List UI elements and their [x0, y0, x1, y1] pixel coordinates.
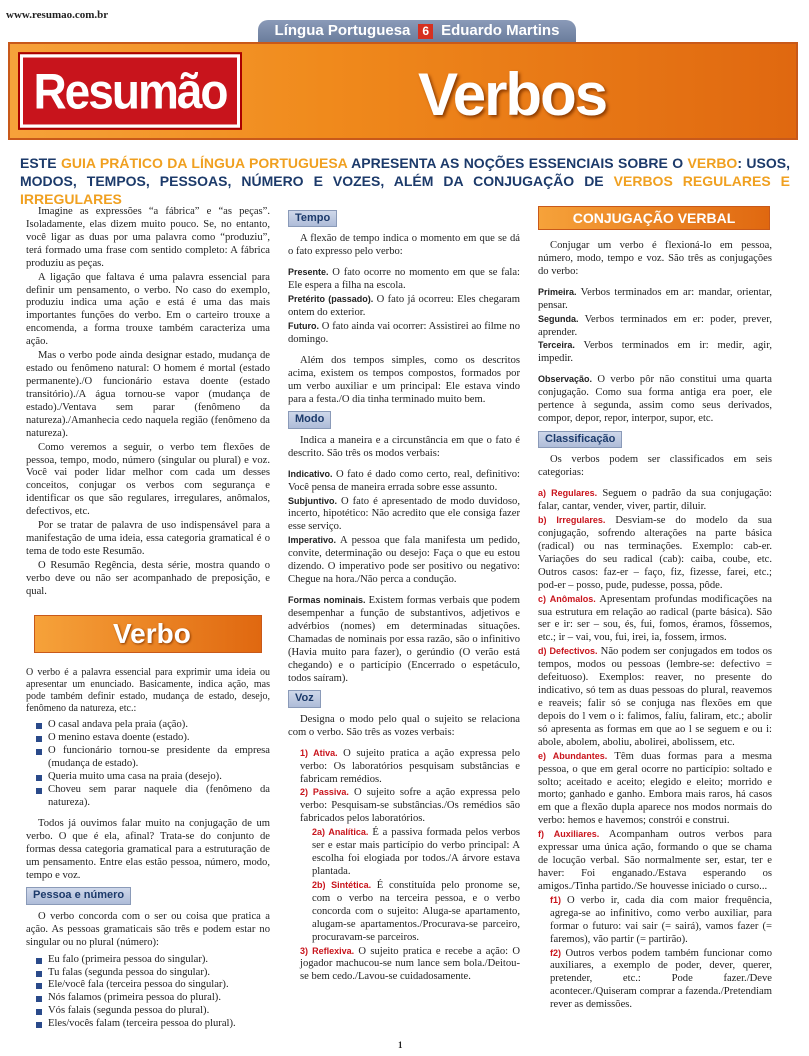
- paragraph: Imagine as expressões “a fábrica” e “as peças”. Isoladamente, elas dizem muito pouco. Se, no entanto, você ligar as duas por uma palavra como “produziu”, terá formado uma frase com sentido completo: A fábrica produziu as peças.: [26, 206, 270, 269]
- column-2: [288, 206, 520, 985]
- definition: a) Regulares. Seguem o padrão da sua conjugação: falar, cantar, vender, viver, partir, diluir.: [538, 488, 772, 513]
- site-url: www.resumao.com.br: [6, 9, 109, 21]
- definition: 3) Reflexiva. O sujeito pratica e recebe a ação: O jogador machucou-se num lance sem bola./Deitou-se bem cedo./Lavou-se cuidadosamente.: [300, 945, 521, 983]
- person-list: [36, 954, 270, 1032]
- definition: Indicativo. O fato é dado como certo, real, definitivo: Você pensa de maneira errada sobre esse assunto.: [288, 468, 520, 493]
- paragraph: A flexão de tempo indica o momento em que se dá o fato expresso pelo verbo:: [288, 233, 520, 258]
- subject-label: Língua Portuguesa: [274, 21, 411, 39]
- definition: Observação. O verbo pôr não constitui uma quarta conjugação. Como sua forma antiga era poer, ele pertence à segunda, assim como seus derivados, compor, depor, repor, interpor, supor, etc.: [538, 374, 772, 425]
- definition: 2b) Sintética. É constituída pelo pronome se, com o verbo na terceira pessoa, e o verbo concorda com o sujeito: Aluga-se apartamento, alugam-se apartamentos./Procurava-se parceiro, procuravam-se parceiros.: [312, 879, 521, 943]
- section-heading-modo: Modo: [288, 411, 331, 428]
- definition: Pretérito (passado). O fato já ocorreu: Eles chegaram ontem do exterior.: [288, 294, 520, 319]
- header-bar: [258, 20, 576, 42]
- example-list: [36, 719, 270, 809]
- paragraph: O verbo concorda com o ser ou coisa que pratica a ação. As pessoas gramaticais são três e podem estar no singular ou no plural (número):: [26, 910, 270, 948]
- definition: Segunda. Verbos terminados em er: poder, prever, aprender.: [538, 313, 772, 338]
- definition: b) Irregulares. Desviam-se do modelo da sua conjugação, sofrendo alterações na parte básica (radical) ou nas terminações. Exemplo: cab-er. Variações do seu radical (cab): caiba, coube, etc. Outros casos: faz-er – faço, fiz, fizesse, farei, etc.; pod-er – posso, pude, pudesse, possa, pôde.: [538, 515, 772, 591]
- list-item: Tu falas (segunda pessoa do singular).: [36, 967, 270, 980]
- definition: 2) Passiva. O sujeito sofre a ação expressa pelo verbo: Pesquisam-se substâncias./Os remédios são fabricados pelos laboratórios.: [300, 787, 520, 825]
- paragraph: O Resumão Regência, desta série, mostra quando o verbo deve ou não ser acompanhado de preposição, e qual.: [26, 559, 270, 597]
- paragraph: Por se tratar de palavra de uso indispensável para a manifestação de uma ideia, essa categoria gramatical é o tema de todo este Resumão.: [26, 520, 270, 557]
- list-item: Eu falo (primeira pessoa do singular).: [36, 954, 270, 967]
- issue-number: 6: [418, 24, 433, 39]
- definition: Formas nominais. Existem formas verbais que podem desempenhar a função de substantivos, adjetivos e advérbios (nomes) em determinadas situações. Chamadas de nominais por essa razão, são o infinitivo (Havia muito para fazer), o gerúndio (O verão está chegando) e o particípio (Encerrado o espetáculo, todos saíram).: [288, 595, 520, 684]
- definition: e) Abundantes. Têm duas formas para a mesma pessoa, o que em geral ocorre no particípio: soltado e solto; aceitado e aceito; elegido e eleito; morrido e morto; ganhado e ganho. Embora mais raros, há casos em que a flexão dupla aparece nos modos normais do verbo: hemos e havemos; constrói e construi.: [538, 750, 773, 827]
- section-heading-voz: Voz: [288, 690, 321, 707]
- section-heading-classificacao: Classificação: [538, 431, 622, 448]
- list-item: Nós falamos (primeira pessoa do plural).: [36, 992, 270, 1005]
- definition: d) Defectivos. Não podem ser conjugados em todos os tempos, modos ou pessoas (lembre-se: defectivo = defeituoso). Exemplos: reaver, no presente do indicativo, só tem as duas pessoas do plural, reavemos e reaveis; falir só se conjuga nas flexões em que depois do l vem o i: falimos, falíu, faliram, etc.; abolir só apresenta as formas em que ao l se seguem e ou i: abole, abolem, aboliu, abolirei, abolissem, etc.: [538, 646, 773, 748]
- paragraph: Além dos tempos simples, como os descritos acima, existem os tempos compostos, formados por um verbo auxiliar e um principal: Ele estava vindo para a festa./O dia tinha terminado muito bem.: [288, 354, 520, 405]
- paragraph: Indica a maneira e a circunstância em que o fato é descrito. São três os modos verbais:: [288, 434, 520, 459]
- definition: 1) Ativa. O sujeito pratica a ação expressa pelo verbo: Os laboratórios pesquisam substâncias e fabricam remédios.: [300, 747, 520, 785]
- definition: Subjuntivo. O fato é apresentado de modo duvidoso, incerto, hipotético: Não acredito que ele consiga fazer esse serviço.: [288, 495, 520, 533]
- paragraph: Mas o verbo pode ainda designar estado, mudança de estado ou fenômeno natural: O homem é mortal (estado permanente)./O funcionário estava doente (estado transitório)./A água tornou-se vapor (mudança de estado)./Ventava sem parar (fenômeno da natureza)./Amanhecia cedo naquela região (fenômeno da natureza).: [26, 350, 270, 439]
- list-item: O casal andava pela praia (ação).: [36, 719, 270, 732]
- definition: f) Auxiliares. Acompanham outros verbos para expressar uma única ação, formando o que se chama de locução verbal. São normalmente ser, estar, ter e haver: Foi enganado./Estava esperando os amigos./Tinha partido./Se houvesse iniciado o curso...: [538, 829, 773, 892]
- section-heading-tempo: Tempo: [288, 210, 337, 227]
- intro-text: ESTE GUIA PRÁTICO DA LÍNGUA PORTUGUESA APRESENTA AS NOÇÕES ESSENCIAIS SOBRE O VERBO: USOS, MODOS, TEMPOS, PESSOAS, NÚMERO E VOZES, ALÉM DA CONJUGAÇÃO DE VERBOS REGULARES E IRREGULARES: [20, 155, 791, 207]
- definition: Imperativo. A pessoa que fala manifesta um pedido, convite, determinação ou desejo: Faça o que eu estou dizendo. O imperativo pode ser positivo ou negativo: Chegue na hora./Não perca a condução.: [288, 535, 520, 586]
- author-label: Eduardo Martins: [441, 21, 560, 39]
- definition: Futuro. O fato ainda vai ocorrer: Assistirei ao filme no domingo.: [288, 320, 520, 345]
- paragraph: Designa o modo pelo qual o sujeito se relaciona com o verbo. São três as vozes verbais:: [288, 713, 520, 738]
- definition: f2) Outros verbos podem também funcionar como auxiliares, a exemplo de poder, dever, querer, pretender, etc.: Pode fazer./Deve acontecer./Quiseram comprar a fazenda./Pretendiam rever as demissões.: [550, 947, 772, 1011]
- paragraph: Conjugar um verbo é flexioná-lo em pessoa, número, modo, tempo e voz. São três as conjugações do verbo:: [538, 240, 772, 277]
- column-3: [538, 206, 772, 1013]
- section-heading-pessoa: Pessoa e número: [26, 887, 131, 904]
- list-item: Vós falais (segunda pessoa do plural).: [36, 1005, 270, 1018]
- definition: Presente. O fato ocorre no momento em que se fala: Ele espera a filha na escola.: [288, 267, 520, 292]
- definition: Terceira. Verbos terminados em ir: medir, agir, impedir.: [538, 340, 772, 365]
- list-item: Eles/vocês falam (terceira pessoa do plural).: [36, 1018, 270, 1031]
- list-item: Queria muito uma casa na praia (desejo).: [36, 771, 270, 784]
- section-heading-verbo: Verbo: [34, 615, 262, 653]
- paragraph: O verbo é a palavra essencial para exprimir uma ideia ou apresentar um enunciado. Basicamente, indica ação, mas pode também definir estado, mudança de estado, desejo, fenômeno da natureza, etc.:: [26, 666, 270, 715]
- brand-logo: Resumão: [20, 54, 240, 127]
- definition: f1) O verbo ir, cada dia com maior frequência, agrega-se ao infinitivo, como verbo auxiliar, para formar o futuro: vai sair (= sairá), vamos fazer (= faremos), vão partir (= partirão).: [550, 894, 772, 945]
- list-item: Choveu sem parar naquele dia (fenômeno da natureza).: [36, 784, 270, 810]
- paragraph: A ligação que faltava é uma palavra essencial para definir um pensamento, o verbo. No caso do exemplo, produziu indica uma ação e está é uma das mais importantes funções do verbo. Em o carteiro trouxe a encomenda, a forma trouxe também caracteriza uma ação.: [26, 271, 270, 348]
- paragraph: Como veremos a seguir, o verbo tem flexões de pessoa, tempo, modo, número (singular ou plural) e voz. Você vai poder lidar melhor com cada um desses conceitos, conjugar os verbos com segurança e identificar os que são regulares, irregulares, anômalos, defectivos, etc.: [26, 441, 270, 518]
- paragraph: Todos já ouvimos falar muito na conjugação de um verbo. O que é ela, afinal? Trata-se do conjunto de formas dessa categoria gramatical para a estruturação de um pensamento. Entre elas estão pessoa, número, modo, tempo e voz.: [26, 817, 270, 881]
- column-1: [26, 206, 270, 1039]
- section-heading-conjugacao: CONJUGAÇÃO VERBAL: [538, 206, 770, 230]
- list-item: O funcionário tornou-se presidente da empresa (mudança de estado).: [36, 745, 270, 771]
- definition: Primeira. Verbos terminados em ar: mandar, orientar, pensar.: [538, 286, 772, 311]
- page-number: 1: [398, 1040, 403, 1050]
- definition: 2a) Analítica. É a passiva formada pelos verbos ser e estar mais particípio do verbo principal: A escolha foi elogiada por todos./A árvore estava plantada.: [312, 827, 521, 878]
- page-title: Verbos: [418, 61, 607, 128]
- definition: c) Anômalos. Apresentam profundas modificações na sua estrutura em relação ao radical (parte básica). São ser e ir: ser – sou, és, fui, fomos, éramos, fôssemos, etc.; ir – vai, vou, fui, irei, ia, fossem, irmos.: [538, 593, 772, 644]
- paragraph: Os verbos podem ser classificados em seis categorias:: [538, 454, 772, 479]
- list-item: Ele/você fala (terceira pessoa do singular).: [36, 979, 270, 992]
- list-item: O menino estava doente (estado).: [36, 732, 270, 745]
